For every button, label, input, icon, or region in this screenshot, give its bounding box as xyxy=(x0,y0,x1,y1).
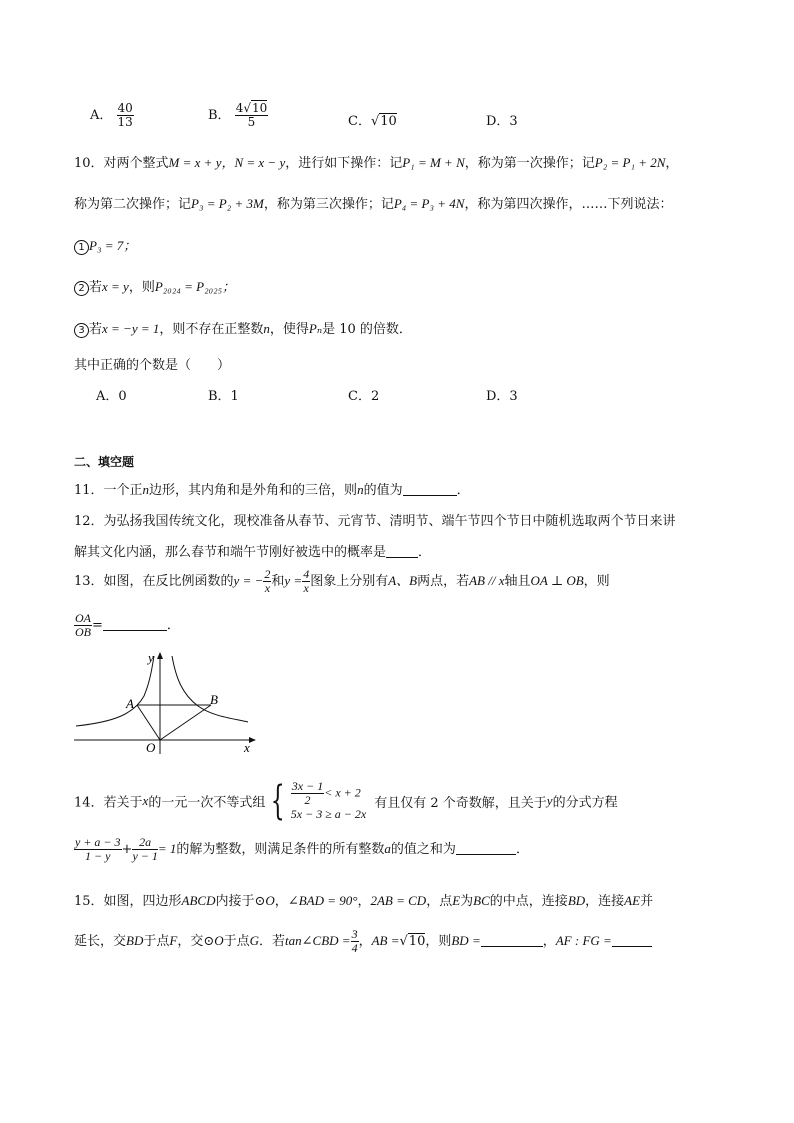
q9-option-c: C．√10 xyxy=(348,114,397,129)
frac-den: x xyxy=(264,581,271,595)
frac-den: 4 xyxy=(351,941,358,955)
math: BD xyxy=(126,933,144,948)
circled-number: 3 xyxy=(74,323,89,338)
text: 图象上分别有 xyxy=(310,574,389,589)
text: ． xyxy=(418,545,432,560)
q10-line2 xyxy=(74,193,672,212)
fraction xyxy=(74,612,92,639)
text: ． xyxy=(515,842,529,857)
frac-den: 5 xyxy=(247,115,256,129)
math: P₁ = M + N xyxy=(402,155,465,170)
q9-option-a-fraction xyxy=(117,102,134,129)
ineq-row-2: 5x − 3 ≥ a − 2x xyxy=(290,807,367,821)
q9-option-b xyxy=(208,102,268,129)
label-o: O xyxy=(146,740,156,755)
math: = 1 xyxy=(157,841,177,856)
text: 轴且 xyxy=(504,574,531,589)
text: ，则 xyxy=(583,574,610,589)
text: ． xyxy=(166,618,180,633)
text: 两点，若 xyxy=(417,574,470,589)
q10-statement-1 xyxy=(74,235,136,255)
math: x xyxy=(142,793,149,808)
math: Pₙ xyxy=(308,321,323,336)
x-axis-arrow xyxy=(249,737,256,743)
text: 的值为 xyxy=(363,483,403,498)
text: ，称为第一次操作；记 xyxy=(464,156,595,171)
math: P₃ = 7； xyxy=(89,238,137,253)
text: 的中点，连接 xyxy=(489,894,568,909)
frac-den: 1 − y xyxy=(85,849,111,863)
brace-icon: { xyxy=(271,778,286,824)
math: P₂₀₂₄ = P₂₀₂₅； xyxy=(154,279,236,294)
math: n xyxy=(263,321,270,336)
fraction xyxy=(132,836,157,863)
text: 为 xyxy=(460,894,474,909)
math: y xyxy=(546,793,553,808)
text: 和 xyxy=(271,574,285,589)
text: ． xyxy=(456,483,470,498)
radicand: 10 xyxy=(380,114,397,129)
frac-den: OB xyxy=(75,625,91,639)
math: F xyxy=(169,933,178,948)
q10-question: 其中正确的个数是（ ） xyxy=(74,358,231,373)
text: 若 xyxy=(89,322,103,337)
math: OA ⊥ OB xyxy=(530,573,584,588)
text: 15．如图，四边形 xyxy=(74,894,182,909)
math: AB // x xyxy=(469,573,505,588)
fraction xyxy=(302,568,310,595)
text: ，称为第四次操作，……下列说法： xyxy=(464,197,673,212)
text: 内接于 xyxy=(215,894,255,909)
text: 于点 xyxy=(223,934,250,949)
q12-line2 xyxy=(74,541,431,560)
math: P₃ = P₂ + 3M xyxy=(191,196,264,211)
text: ， xyxy=(357,894,371,909)
label-a: A xyxy=(126,696,134,711)
math: y = − xyxy=(233,573,264,588)
text: 是 10 的倍数． xyxy=(322,322,412,337)
answer-blank[interactable] xyxy=(481,934,543,947)
frac-num: y + a − 3 xyxy=(75,835,121,849)
q14-line1 xyxy=(74,780,618,822)
math: 2AB = CD xyxy=(370,893,427,908)
math: P₂ = P₁ + 2N xyxy=(594,155,666,170)
q10-option-b: B．1 xyxy=(208,389,239,404)
text: 的分式方程 xyxy=(552,795,618,811)
text: 11．一个正 xyxy=(74,483,143,498)
text: = xyxy=(92,618,103,633)
math: n xyxy=(357,482,364,497)
frac-num: 4 xyxy=(303,567,310,581)
math: P₄ = P₃ + 4N xyxy=(393,196,465,211)
answer-blank[interactable] xyxy=(403,483,457,496)
text: ，则 xyxy=(128,280,155,295)
text: ，则不存在正整数 xyxy=(159,322,264,337)
q9-option-a-label: A． xyxy=(90,108,113,123)
frac-den: 2 xyxy=(304,793,311,807)
math: AE xyxy=(624,893,641,908)
text: 延长，交 xyxy=(74,934,127,949)
q10-option-c: C．2 xyxy=(348,389,380,404)
math: x = −y = 1 xyxy=(102,321,160,336)
q12-line1: 12．为弘扬我国传统文化，现校准备从春节、元宵节、清明节、端午节四个节日中随机选取两个节日来讲 xyxy=(74,514,676,529)
q10-line1 xyxy=(74,152,678,171)
math: AB = xyxy=(371,933,400,948)
text: + xyxy=(121,842,133,857)
text: ，交 xyxy=(177,934,204,949)
text: 有且仅有 2 个奇数解，且关于 xyxy=(374,795,547,811)
frac-den: y − 1 xyxy=(132,849,158,863)
q15-line1 xyxy=(74,890,653,909)
text: ，则 xyxy=(425,934,452,949)
label-x: x xyxy=(244,740,250,755)
math: E xyxy=(452,893,461,908)
text: 的解为整数，则满足条件的所有整数 xyxy=(176,842,385,857)
q14-line2 xyxy=(74,836,529,863)
text: 10．对两个整式 xyxy=(74,156,169,171)
frac-num: 40 xyxy=(117,101,133,115)
y-axis-arrow xyxy=(157,652,163,659)
frac-num: 2a xyxy=(132,836,157,850)
frac-num: 2 xyxy=(264,567,271,581)
segment-ob xyxy=(160,705,211,740)
math: n xyxy=(142,482,150,497)
frac-num: OA xyxy=(75,611,91,625)
q9-option-c-label: C． xyxy=(348,114,371,129)
math: ⊙O xyxy=(203,933,224,948)
num-coef: 4 xyxy=(235,101,244,115)
text: ，连接 xyxy=(585,894,625,909)
text: 并 xyxy=(640,894,654,909)
q11 xyxy=(74,479,470,498)
answer-blank[interactable] xyxy=(103,618,167,631)
text: ，进行如下操作：记 xyxy=(285,156,403,171)
q13-line1 xyxy=(74,568,610,595)
section-title: 二、填空题 xyxy=(74,455,135,469)
frac-num: 4√10 xyxy=(235,101,268,115)
text: 解其文化内涵，那么春节和端午节刚好被选中的概率是 xyxy=(74,545,387,560)
answer-blank[interactable] xyxy=(456,842,516,855)
math: AF : FG = xyxy=(555,933,612,948)
text: ，点 xyxy=(426,894,453,909)
inequality-system xyxy=(291,780,366,822)
q9-option-d: D．3 xyxy=(486,114,518,129)
q9-option-b-fraction xyxy=(235,102,269,129)
fraction xyxy=(291,780,324,807)
q13-line2 xyxy=(74,612,180,639)
fraction xyxy=(351,928,359,955)
text: ， xyxy=(358,934,372,949)
text: ，使得 xyxy=(269,322,309,337)
q9-option-a xyxy=(90,102,134,129)
q10-option-d: D．3 xyxy=(486,389,518,404)
frac-den: x xyxy=(303,581,309,595)
curve-right xyxy=(172,656,248,722)
label-y: y xyxy=(148,650,154,665)
radicand: 10 xyxy=(252,101,268,115)
text: ， xyxy=(665,156,679,171)
fraction xyxy=(74,836,122,863)
label-b: B xyxy=(210,692,218,707)
circled-number: 2 xyxy=(74,281,89,296)
text: 称为第二次操作；记 xyxy=(74,197,192,212)
answer-blank[interactable] xyxy=(386,545,418,558)
q13-figure xyxy=(74,648,264,756)
text: 若 xyxy=(89,280,103,295)
segment-oa xyxy=(137,705,160,740)
q10-statement-3 xyxy=(74,318,412,338)
answer-blank[interactable] xyxy=(612,934,652,947)
frac-num: 3 xyxy=(351,927,358,941)
math: BD = xyxy=(451,933,481,948)
text: 的一元一次不等式组 xyxy=(148,795,266,811)
q9-option-b-label: B． xyxy=(208,108,231,123)
text: ， xyxy=(274,894,288,909)
math: ⊙O xyxy=(254,893,275,908)
text: 于点 xyxy=(143,934,170,949)
frac-den: 13 xyxy=(117,115,133,129)
math: BD xyxy=(567,893,586,908)
q10-option-a: A．0 xyxy=(96,389,127,404)
math: A、B xyxy=(388,573,418,588)
q15-line2: 延长，交BD于点F，交⊙O于点G．若tan∠CBD = $\frac{3}{4}$ ，AB =√10，则BD = ，AF : FG = xyxy=(74,928,652,955)
frac-num: 3x − 1 xyxy=(291,779,324,793)
text: 边形，其内角和是外角和的三倍，则 xyxy=(149,483,358,498)
math: tan∠CBD = xyxy=(285,933,351,948)
math: a xyxy=(384,841,391,856)
text: ，称为第三次操作；记 xyxy=(263,197,394,212)
math: BC xyxy=(473,893,490,908)
curve-left xyxy=(76,656,154,726)
math: ABCD xyxy=(181,893,216,908)
math: ∠BAD = 90° xyxy=(287,893,358,908)
text: 14．若关于 xyxy=(74,795,143,811)
text: 13．如图，在反比例函数的 xyxy=(74,574,234,589)
ineq-row-1 xyxy=(291,780,366,807)
text: ．若 xyxy=(259,934,286,949)
math: G xyxy=(249,933,260,948)
circled-number: 1 xyxy=(74,240,89,255)
q10-statement-2 xyxy=(74,276,235,296)
math: y = xyxy=(284,573,303,588)
text: 的值之和为 xyxy=(390,842,456,857)
radicand: 10 xyxy=(408,934,426,949)
math: M = x + y，N = x − y xyxy=(168,155,286,170)
math: < x + 2 xyxy=(324,785,361,800)
math: x = y xyxy=(102,279,129,294)
text: ， xyxy=(542,934,556,949)
